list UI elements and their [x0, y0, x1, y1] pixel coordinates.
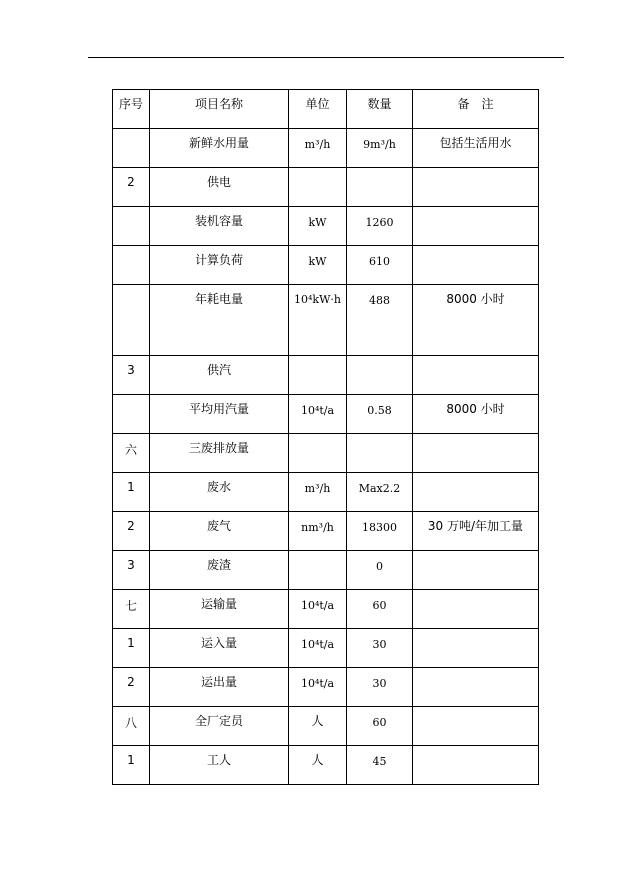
cell-no: [113, 395, 150, 434]
cell-note: [413, 168, 539, 207]
cell-unit: [289, 551, 347, 590]
cell-qty: Max2.2: [347, 473, 413, 512]
cell-qty: 0: [347, 551, 413, 590]
cell-name: 平均用汽量: [150, 395, 289, 434]
cell-name: 全厂定员: [150, 707, 289, 746]
cell-note: [413, 551, 539, 590]
cell-name: 废水: [150, 473, 289, 512]
cell-note: [413, 356, 539, 395]
cell-unit: 10⁴t/a: [289, 590, 347, 629]
cell-name: 废渣: [150, 551, 289, 590]
cell-name: 运出量: [150, 668, 289, 707]
table-row: [113, 551, 539, 590]
cell-note: [413, 746, 539, 785]
header-cell-note: 备 注: [413, 90, 539, 129]
cell-qty: 9m³/h: [347, 129, 413, 168]
cell-qty: 610: [347, 246, 413, 285]
cell-qty: 488: [347, 285, 413, 356]
table-row: [113, 246, 539, 285]
cell-no: 2: [113, 168, 150, 207]
table-row: [113, 395, 539, 434]
cell-unit: 人: [289, 746, 347, 785]
cell-unit: 人: [289, 707, 347, 746]
table-row: [113, 473, 539, 512]
cell-note: [413, 246, 539, 285]
cell-qty: 60: [347, 590, 413, 629]
header-cell-unit: 单位: [289, 90, 347, 129]
table-header-row: [113, 90, 539, 129]
table-row: [113, 629, 539, 668]
cell-no: [113, 246, 150, 285]
cell-unit: [289, 434, 347, 473]
cell-qty: 45: [347, 746, 413, 785]
cell-note: [413, 707, 539, 746]
cell-note: 8000 小时: [413, 285, 539, 356]
cell-note: 包括生活用水: [413, 129, 539, 168]
cell-no: 2: [113, 512, 150, 551]
cell-unit: kW: [289, 207, 347, 246]
cell-name: 年耗电量: [150, 285, 289, 356]
cell-unit: 10⁴kW·h: [289, 285, 347, 356]
cell-no: 七: [113, 590, 150, 629]
cell-note: 30 万吨/年加工量: [413, 512, 539, 551]
header-cell-name: 项目名称: [150, 90, 289, 129]
cell-name: 新鲜水用量: [150, 129, 289, 168]
table-row: [113, 512, 539, 551]
cell-name: 计算负荷: [150, 246, 289, 285]
cell-name: 运入量: [150, 629, 289, 668]
cell-note: [413, 207, 539, 246]
cell-no: [113, 207, 150, 246]
cell-no: 3: [113, 356, 150, 395]
cell-unit: 10⁴t/a: [289, 668, 347, 707]
cell-name: 工人: [150, 746, 289, 785]
cell-note: [413, 629, 539, 668]
table-row: [113, 746, 539, 785]
table-row: [113, 434, 539, 473]
table-row: [113, 668, 539, 707]
cell-name: 供汽: [150, 356, 289, 395]
cell-unit: kW: [289, 246, 347, 285]
header-cell-no: 序号: [113, 90, 150, 129]
cell-note: [413, 473, 539, 512]
cell-no: 3: [113, 551, 150, 590]
table-row: [113, 590, 539, 629]
cell-name: 运输量: [150, 590, 289, 629]
cell-name: 三废排放量: [150, 434, 289, 473]
cell-qty: 0.58: [347, 395, 413, 434]
cell-unit: m³/h: [289, 129, 347, 168]
cell-name: 供电: [150, 168, 289, 207]
cell-no: [113, 129, 150, 168]
cell-unit: [289, 168, 347, 207]
table-row: [113, 129, 539, 168]
cell-qty: 1260: [347, 207, 413, 246]
cell-unit: nm³/h: [289, 512, 347, 551]
project-data-table: [112, 89, 539, 785]
cell-unit: 10⁴t/a: [289, 395, 347, 434]
table-row: [113, 168, 539, 207]
cell-note: [413, 668, 539, 707]
cell-no: 1: [113, 473, 150, 512]
cell-no: 1: [113, 746, 150, 785]
table-row: [113, 356, 539, 395]
cell-no: 1: [113, 629, 150, 668]
header-cell-qty: 数量: [347, 90, 413, 129]
table-row: [113, 707, 539, 746]
cell-note: [413, 590, 539, 629]
cell-qty: [347, 168, 413, 207]
table-row: [113, 285, 539, 356]
cell-qty: [347, 356, 413, 395]
cell-unit: m³/h: [289, 473, 347, 512]
cell-note: 8000 小时: [413, 395, 539, 434]
cell-qty: 18300: [347, 512, 413, 551]
cell-name: 装机容量: [150, 207, 289, 246]
cell-no: [113, 285, 150, 356]
cell-no: 六: [113, 434, 150, 473]
cell-name: 废气: [150, 512, 289, 551]
table-row: [113, 207, 539, 246]
cell-no: 2: [113, 668, 150, 707]
cell-unit: 10⁴t/a: [289, 629, 347, 668]
header-rule: [88, 57, 564, 58]
cell-unit: [289, 356, 347, 395]
cell-qty: [347, 434, 413, 473]
cell-note: [413, 434, 539, 473]
cell-qty: 30: [347, 668, 413, 707]
cell-qty: 30: [347, 629, 413, 668]
cell-qty: 60: [347, 707, 413, 746]
cell-no: 八: [113, 707, 150, 746]
